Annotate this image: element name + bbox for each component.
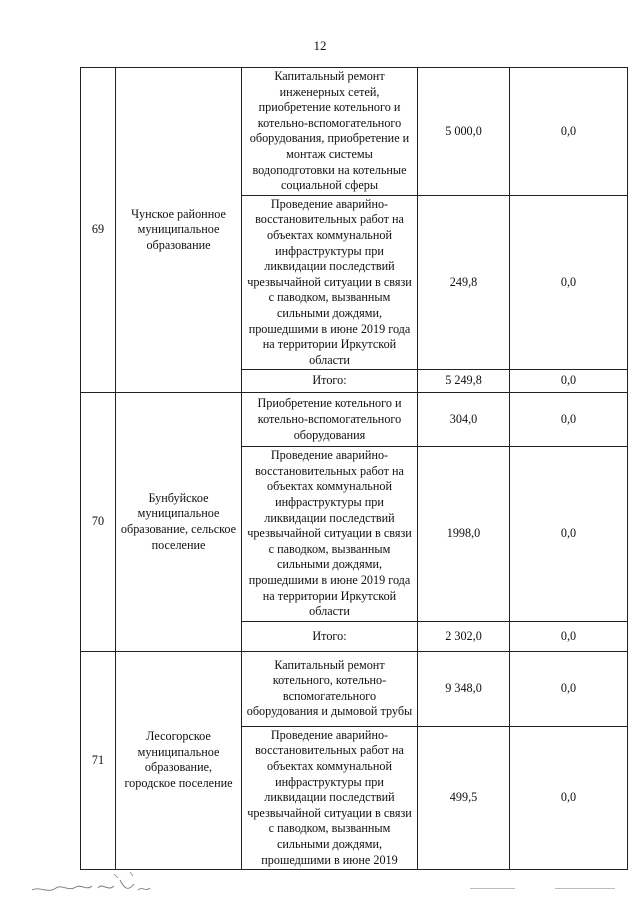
amount-value: 1998,0: [418, 447, 510, 622]
row-number: 69: [81, 68, 116, 393]
scan-artifact-line: [555, 888, 615, 889]
row-number: 70: [81, 393, 116, 652]
amount-value: 0,0: [510, 447, 628, 622]
table-row: [81, 651, 628, 726]
municipality-name: Бунбуйское муниципальное образование, сельское поселение: [116, 393, 242, 652]
row-number: 71: [81, 651, 116, 869]
amount-value: 0,0: [510, 651, 628, 726]
amount-value: 304,0: [418, 393, 510, 447]
amount-value: 249,8: [418, 195, 510, 370]
municipality-name: Чунское районное муниципальное образование: [116, 68, 242, 393]
amount-value: 0,0: [510, 393, 628, 447]
work-description: Проведение аварийно-восстановительных работ на объектах коммунальной инфраструктуры при ликвидации последствий чрезвычайной ситуации в связи с паводком, вызванным сильными дождями, прошедшими в июне 2019 года на территории Иркутской области: [242, 195, 418, 370]
work-description: Капитальный ремонт котельного, котельно-вспомогательного оборудования и дымовой трубы: [242, 651, 418, 726]
work-description: Проведение аварийно-восстановительных работ на объектах коммунальной инфраструктуры при ликвидации последствий чрезвычайной ситуации в связи с паводком, вызванным сильными дождями, прошедшими в июне 2019 года на территории Иркутской области: [242, 447, 418, 622]
total-value: 0,0: [510, 370, 628, 393]
amount-value: 9 348,0: [418, 651, 510, 726]
work-description: Приобретение котельного и котельно-вспомогательного оборудования: [242, 393, 418, 447]
municipality-name: Лесогорское муниципальное образование, городское поселение: [116, 651, 242, 869]
amount-value: 0,0: [510, 68, 628, 196]
total-label: Итого:: [242, 621, 418, 651]
total-label: Итого:: [242, 370, 418, 393]
total-value: 2 302,0: [418, 621, 510, 651]
amount-value: 0,0: [510, 195, 628, 370]
work-description: Капитальный ремонт инженерных сетей, приобретение котельного и котельно-вспомогательного оборудования, приобретение и монтаж системы водоподготовки на котельные социальной сферы: [242, 68, 418, 196]
total-value: 0,0: [510, 621, 628, 651]
total-value: 5 249,8: [418, 370, 510, 393]
table-row: [81, 68, 628, 196]
work-description: Проведение аварийно-восстановительных работ на объектах коммунальной инфраструктуры при ликвидации последствий чрезвычайной ситуации в связи с паводком, вызванным сильными дождями, прошедшими в июне 2019: [242, 726, 418, 869]
page-number: 12: [313, 38, 327, 53]
funding-table: [80, 67, 628, 870]
scan-artifact-line: [470, 888, 515, 889]
amount-value: 0,0: [510, 726, 628, 869]
table-row: [81, 393, 628, 447]
amount-value: 5 000,0: [418, 68, 510, 196]
handwritten-signature: [30, 868, 160, 898]
amount-value: 499,5: [418, 726, 510, 869]
